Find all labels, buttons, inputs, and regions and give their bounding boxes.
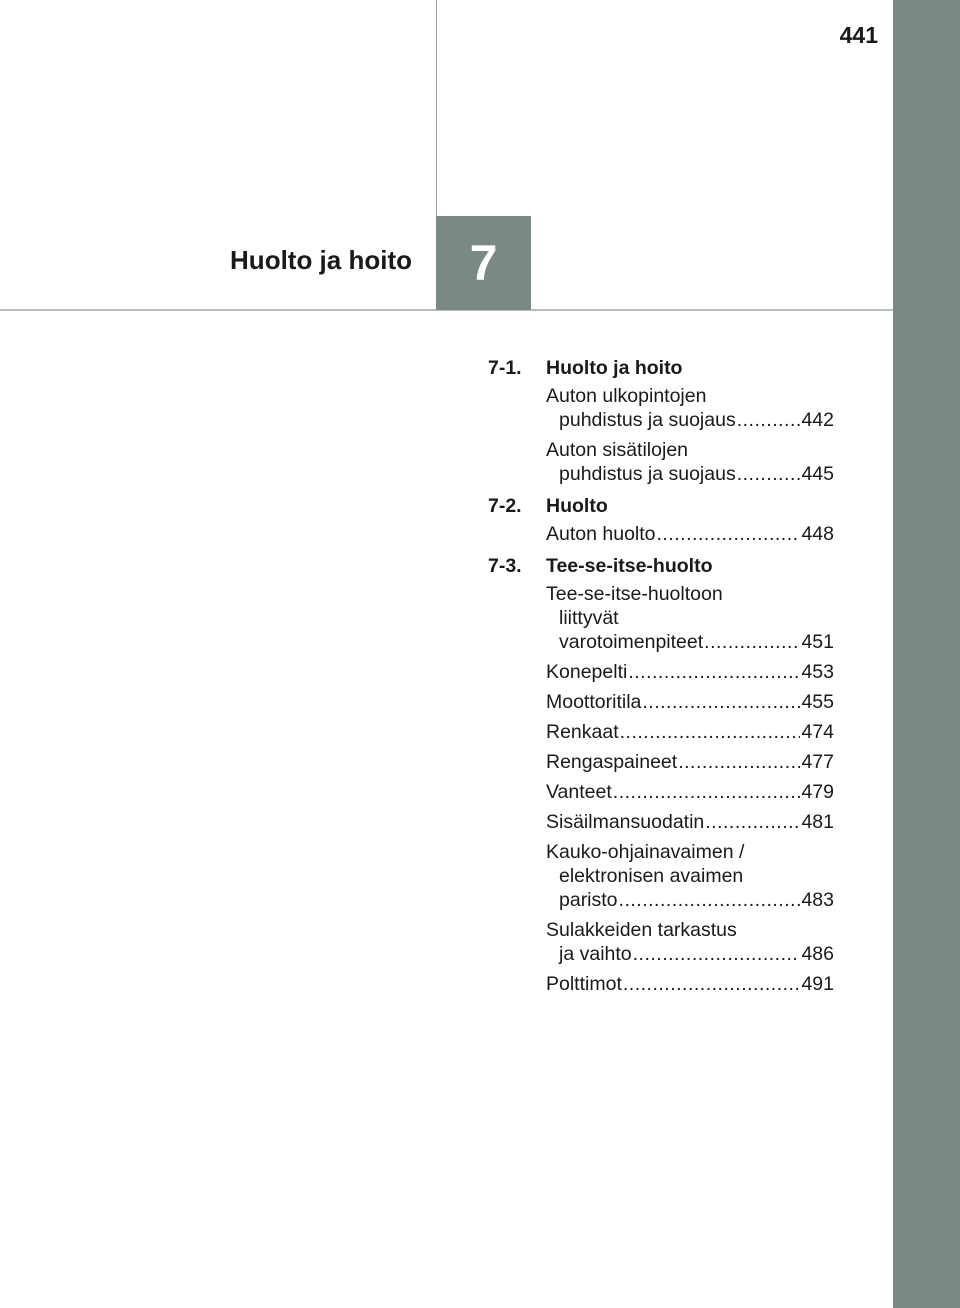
chapter-number: 7 bbox=[469, 235, 498, 291]
toc-entry[interactable] bbox=[546, 972, 834, 996]
toc-dot-leader bbox=[628, 660, 800, 684]
toc-page-number: 448 bbox=[801, 523, 834, 545]
toc-dot-leader bbox=[623, 972, 801, 996]
toc-section-heading bbox=[488, 552, 834, 580]
toc-entry[interactable] bbox=[546, 720, 834, 744]
toc-entry-line: Tee-se-itse-huoltoon bbox=[546, 583, 723, 605]
toc-entry-line: puhdistus ja suojaus bbox=[559, 409, 736, 431]
toc-section-number: 7-2. bbox=[488, 495, 522, 517]
toc-page-number: 479 bbox=[801, 781, 834, 803]
toc-entry-leader-row bbox=[546, 780, 834, 804]
toc-entry-line: puhdistus ja suojaus bbox=[559, 463, 736, 485]
toc-page-number: 453 bbox=[801, 661, 834, 683]
toc-page-number: 445 bbox=[801, 463, 834, 485]
toc-entry-line: paristo bbox=[559, 889, 618, 911]
toc-dot-leader bbox=[657, 522, 801, 546]
toc-entry[interactable] bbox=[546, 438, 834, 486]
toc-dot-leader bbox=[633, 942, 801, 966]
toc-page-number: 477 bbox=[801, 751, 834, 773]
toc-entry-line: Renkaat bbox=[546, 721, 619, 743]
toc-entry-line: Konepelti bbox=[546, 661, 628, 683]
toc-entry-line: Rengaspaineet bbox=[546, 751, 678, 773]
toc-entry[interactable] bbox=[546, 384, 834, 432]
toc-page-number: 442 bbox=[801, 409, 834, 431]
toc-entry-line: Auton sisätilojen bbox=[546, 439, 689, 461]
toc-entry-leader-row bbox=[546, 522, 834, 546]
toc-entry-leader-row bbox=[546, 408, 834, 432]
toc-section bbox=[488, 492, 834, 546]
toc-section-title: Tee-se-itse-huolto bbox=[546, 555, 713, 577]
toc-entry-leader-row bbox=[546, 810, 834, 834]
toc-entry-leader-row bbox=[546, 720, 834, 744]
toc-dot-leader bbox=[619, 888, 801, 912]
toc-entry-line: varotoimenpiteet bbox=[559, 631, 704, 653]
toc-section-heading bbox=[488, 354, 834, 382]
chapter-title: Huolto ja hoito bbox=[230, 245, 412, 275]
toc-section-title: Huolto bbox=[546, 495, 608, 517]
toc-entry-line: Sulakkeiden tarkastus bbox=[546, 919, 737, 941]
toc-page-number: 481 bbox=[801, 811, 834, 833]
header-divider-vertical bbox=[436, 0, 437, 216]
toc-page-number: 451 bbox=[801, 631, 834, 653]
toc-entry-line: elektronisen avaimen bbox=[559, 865, 744, 887]
toc-entry[interactable] bbox=[546, 582, 834, 654]
toc-page-number: 491 bbox=[801, 973, 834, 995]
toc-page-number: 486 bbox=[801, 943, 834, 965]
toc-entry-line: Vanteet bbox=[546, 781, 612, 803]
toc-entry-line: liittyvät bbox=[559, 607, 619, 629]
toc-entry-line: Moottoritila bbox=[546, 691, 642, 713]
toc-page-number: 455 bbox=[801, 691, 834, 713]
toc-entry-leader-row bbox=[546, 888, 834, 912]
toc-dot-leader bbox=[737, 462, 801, 486]
toc-section-heading bbox=[488, 492, 834, 520]
toc-entry-leader-row bbox=[546, 972, 834, 996]
toc-dot-leader bbox=[704, 630, 800, 654]
toc-entry-line: Polttimot bbox=[546, 973, 622, 995]
toc-entry[interactable] bbox=[546, 522, 834, 546]
toc-entry-line: ja vaihto bbox=[559, 943, 632, 965]
toc-entry-leader-row bbox=[546, 630, 834, 654]
toc-dot-leader bbox=[705, 810, 800, 834]
toc-entry-line: Kauko-ohjainavaimen / bbox=[546, 841, 745, 863]
toc-section bbox=[488, 354, 834, 486]
toc-section-number: 7-3. bbox=[488, 555, 522, 577]
toc-entry-line: Auton ulkopintojen bbox=[546, 385, 707, 407]
toc-dot-leader bbox=[737, 408, 801, 432]
toc-entry[interactable] bbox=[546, 810, 834, 834]
toc-page-number: 483 bbox=[801, 889, 834, 911]
toc-entry-leader-row bbox=[546, 660, 834, 684]
toc-section bbox=[488, 552, 834, 996]
toc-entry[interactable] bbox=[546, 690, 834, 714]
table-of-contents bbox=[488, 354, 834, 1002]
toc-entry[interactable] bbox=[546, 660, 834, 684]
chapter-side-tab bbox=[893, 0, 960, 1308]
toc-entry-leader-row bbox=[546, 942, 834, 966]
toc-dot-leader bbox=[642, 690, 800, 714]
toc-entry-line: Auton huolto bbox=[546, 523, 656, 545]
toc-dot-leader bbox=[613, 780, 801, 804]
toc-entry-leader-row bbox=[546, 690, 834, 714]
toc-entry-leader-row bbox=[546, 750, 834, 774]
toc-section-title: Huolto ja hoito bbox=[546, 357, 683, 379]
toc-entry[interactable] bbox=[546, 840, 834, 912]
page-number: 441 bbox=[839, 22, 878, 48]
toc-entry[interactable] bbox=[546, 918, 834, 966]
toc-dot-leader bbox=[620, 720, 801, 744]
toc-dot-leader bbox=[678, 750, 800, 774]
chapter-number-box bbox=[436, 216, 531, 310]
toc-entry-leader-row bbox=[546, 462, 834, 486]
toc-section-number: 7-1. bbox=[488, 357, 522, 379]
toc-page-number: 474 bbox=[801, 721, 834, 743]
toc-entry-line: Sisäilmansuodatin bbox=[546, 811, 705, 833]
toc-entry[interactable] bbox=[546, 780, 834, 804]
toc-entry[interactable] bbox=[546, 750, 834, 774]
